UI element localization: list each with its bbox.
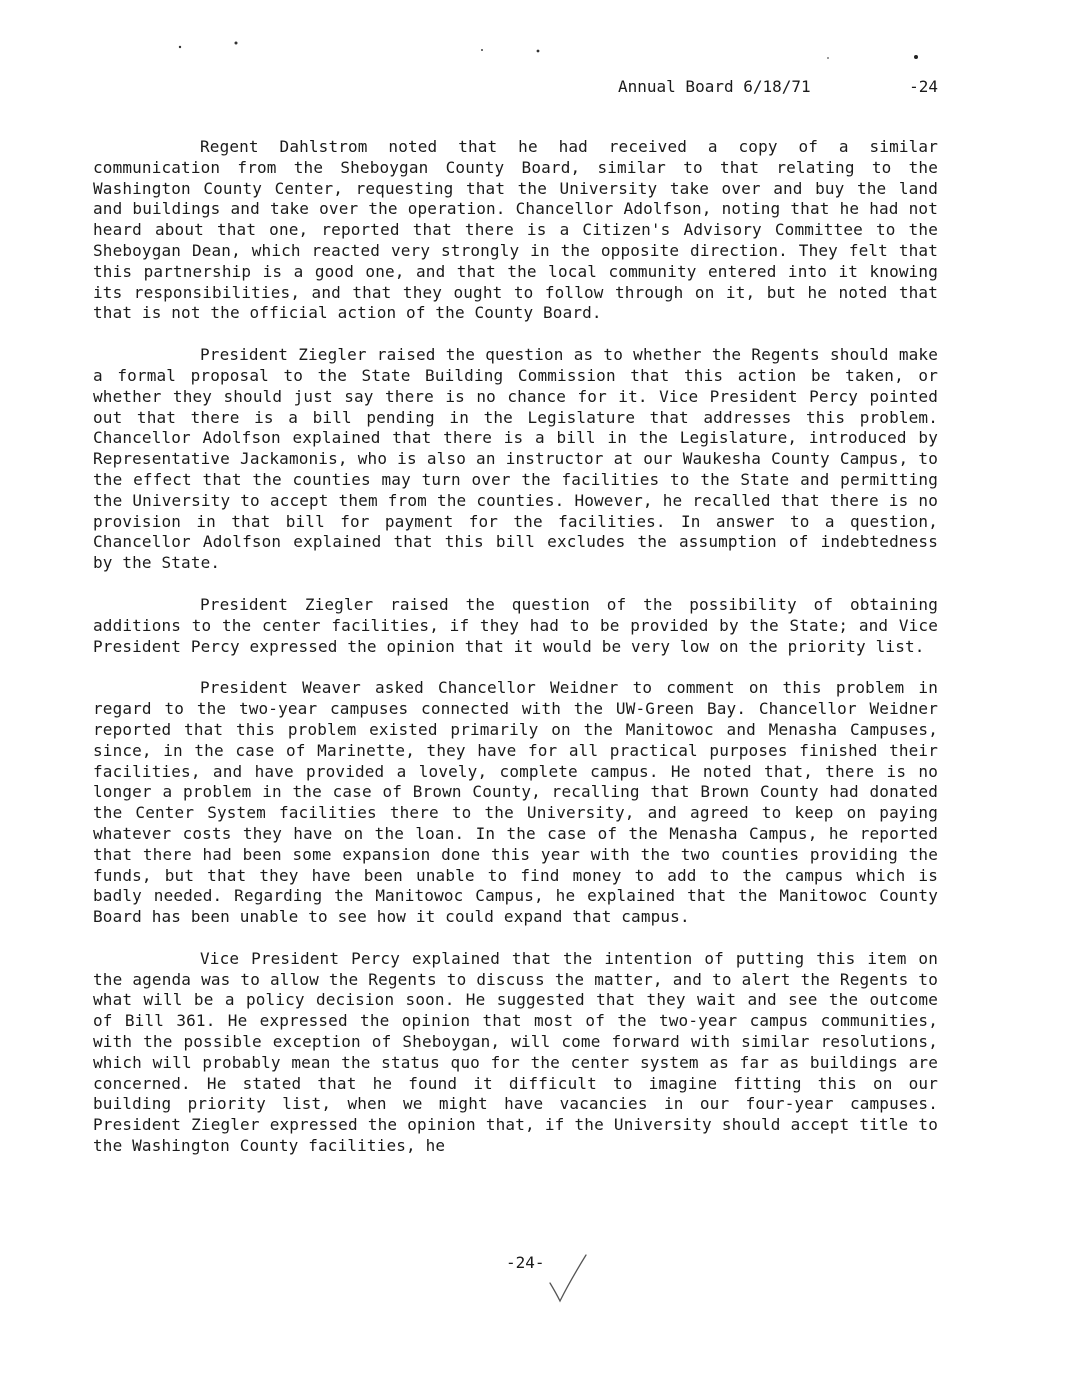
paragraph-2: President Ziegler raised the question as to whether the Regents should make a formal proposal to the State Building Commission that this action be taken, or whether they should just say there is no chance for it. Vice President Percy pointed out that there is a bill pending in the Legislature that addresses this problem. Chancellor Adolfson explained that there is a bill in the Legislature, introduced by Representative Jackamonis, who is also an instructor at our Waukesha County Campus, to the effect that the counties may turn over the facilities to the State and permitting the University to accept them from the counties. However, he recalled that there is no provision in that bill for payment for the facilities. In answer to a question, Chancellor Adolfson explained that this bill excludes the assumption of indebtedness by the State.: [93, 345, 938, 573]
paragraph-3: President Ziegler raised the question of the possibility of obtaining additions to the center facilities, if they had to be provided by the State; and Vice President Percy expressed the opinion that it would be very low on the priority list.: [93, 594, 938, 656]
header-title: Annual Board 6/18/71: [618, 77, 811, 96]
document-body: [93, 137, 938, 1178]
paragraph-5: Vice President Percy explained that the intention of putting this item on the agenda was to allow the Regents to discuss the matter, and to alert the Regents to what will be a policy decision soon. He suggested that they wait and see the outcome of Bill 361. He expressed the opinion that most of the two-year campus communities, with the possible exception of Sheboygan, will come forward with similar resolutions, which will probably mean the status quo for the center system as far as buildings are concerned. He stated that he found it difficult to imagine fitting this on our building priority list, when we might have vacancies in our four-year campuses. President Ziegler expressed the opinion that, if the University should accept title to the Washington County facilities, he: [93, 948, 938, 1156]
page-header: [618, 76, 938, 100]
paragraph-1: Regent Dahlstrom noted that he had received a copy of a similar communication from the Sheboygan County Board, similar to that relating to the Washington County Center, requesting that the University take over and buy the land and buildings and take over the operation. Chancellor Adolfson, noting that he had not heard about that one, reported that there is a Citizen's Advisory Committee to the Sheboygan Dean, which reacted very strongly in the opposite direction. They felt that this partnership is a good one, and that the local community entered into it knowing its responsibilities, and that they ought to follow through on it, but he noted that that is not the official action of the County Board.: [93, 137, 938, 323]
header-page-number: -24: [909, 77, 938, 96]
scan-specks: [0, 0, 1067, 120]
paragraph-4: President Weaver asked Chancellor Weidner to comment on this problem in regard to the two-year campuses connected with the UW-Green Bay. Chancellor Weidner reported that this problem existed primarily on the Manitowoc and Menasha Campuses, since, in the case of Marinette, they have for all practical purposes finished their facilities, and have provided a lovely, complete campus. He noted that, there is no longer a problem in the case of Brown County, recalling that Brown County had donated the Center System facilities there to the University, and agreed to keep on paying whatever costs they have on the loan. In the case of the Menasha Campus, he reported that there had been some expansion done this year with the two counties providing the funds, but that they have been unable to find money to add to the campus which is badly needed. Regarding the Manitowoc Campus, he explained that the Manitowoc County Board has been unable to see how it could expand that campus.: [93, 678, 938, 927]
footer-page-number: -24-: [506, 1253, 545, 1272]
check-mark-icon: [530, 1251, 600, 1311]
page-footer: [500, 1251, 610, 1311]
